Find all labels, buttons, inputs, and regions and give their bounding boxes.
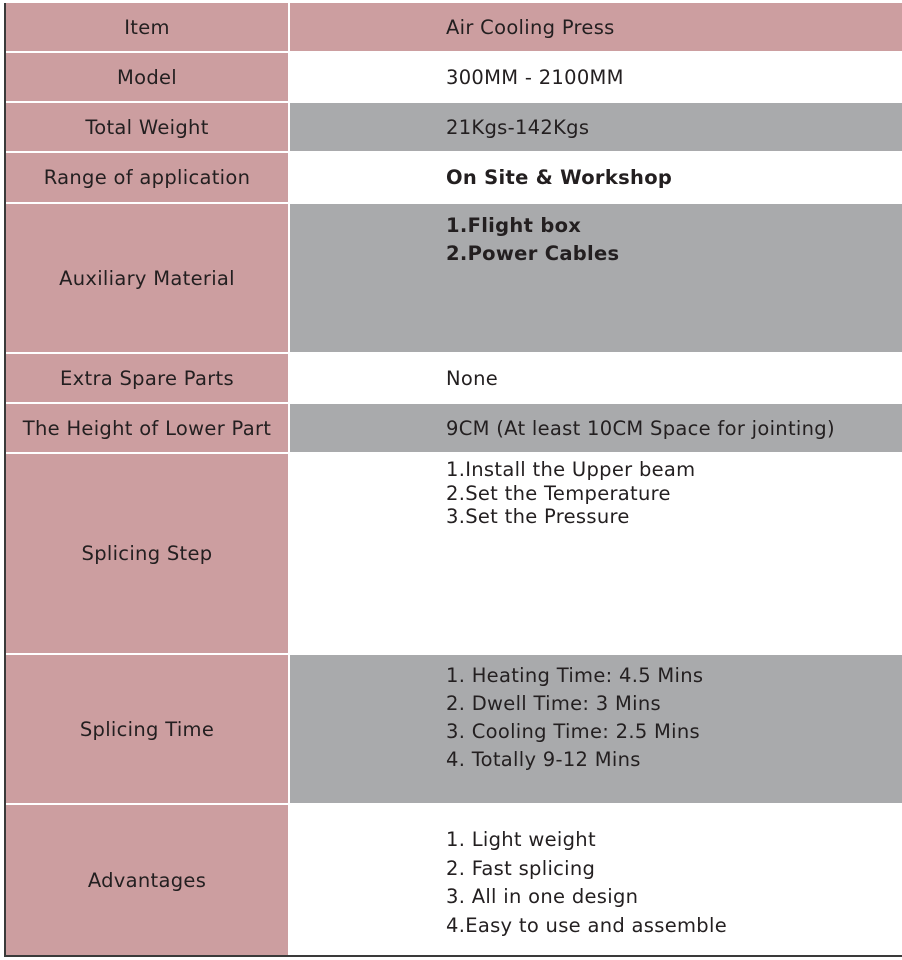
row-range-of-application — [6, 153, 902, 204]
row-total-weight — [6, 103, 902, 153]
row-item — [6, 3, 902, 53]
row-label-item: Item — [6, 3, 290, 51]
advantages-line: 1. Light weight — [446, 828, 596, 851]
splicing-time-line: 1. Heating Time: 4.5 Mins — [446, 664, 704, 687]
row-splicing-time — [6, 655, 902, 805]
row-value-spare-parts — [290, 354, 902, 402]
row-value-auxiliary — [290, 204, 902, 352]
splicing-time-line: 4. Totally 9-12 Mins — [446, 748, 641, 771]
row-label-auxiliary: Auxiliary Material — [6, 204, 290, 352]
row-label-spare-parts: Extra Spare Parts — [6, 354, 290, 402]
row-value-model — [290, 53, 902, 101]
auxiliary-line: 2.Power Cables — [446, 242, 620, 265]
advantages-line: 2. Fast splicing — [446, 856, 596, 880]
row-height-lower-part — [6, 404, 902, 454]
model-value: 300MM - 2100MM — [446, 65, 624, 89]
row-model — [6, 53, 902, 103]
row-label-advantages: Advantages — [6, 805, 290, 955]
row-label-total-weight: Total Weight — [6, 103, 290, 151]
row-value-item — [290, 3, 902, 51]
row-value-total-weight — [290, 103, 902, 151]
height-value: 9CM (At least 10CM Space for jointing) — [446, 416, 835, 440]
splicing-time-line: 3. Cooling Time: 2.5 Mins — [446, 720, 701, 743]
splicing-step-line: 2.Set the Temperature — [446, 481, 671, 505]
total-weight-value: 21Kgs-142Kgs — [446, 115, 590, 139]
row-value-range — [290, 153, 902, 202]
row-value-advantages — [290, 805, 902, 955]
splicing-step-line: 3.Set the Pressure — [446, 505, 630, 528]
row-label-splicing-time: Splicing Time — [6, 655, 290, 803]
advantages-line: 4.Easy to use and assemble — [446, 914, 727, 938]
row-extra-spare-parts — [6, 354, 902, 404]
row-value-height — [290, 404, 902, 452]
row-advantages — [6, 805, 902, 955]
range-value: On Site & Workshop — [446, 166, 673, 189]
row-label-model: Model — [6, 53, 290, 101]
row-label-range: Range of application — [6, 153, 290, 202]
row-value-splicing-step — [290, 454, 902, 653]
row-label-height: The Height of Lower Part — [6, 404, 290, 452]
item-value: Air Cooling Press — [446, 15, 615, 39]
splicing-step-line: 1.Install the Upper beam — [446, 458, 696, 481]
advantages-line: 3. All in one design — [446, 885, 639, 909]
row-auxiliary-material — [6, 204, 902, 354]
row-splicing-step — [6, 454, 902, 655]
row-label-splicing-step: Splicing Step — [6, 454, 290, 653]
spec-table — [4, 3, 902, 957]
splicing-time-line: 2. Dwell Time: 3 Mins — [446, 692, 661, 715]
spare-parts-value: None — [446, 366, 499, 390]
auxiliary-line: 1.Flight box — [446, 214, 582, 237]
row-value-splicing-time — [290, 655, 902, 803]
